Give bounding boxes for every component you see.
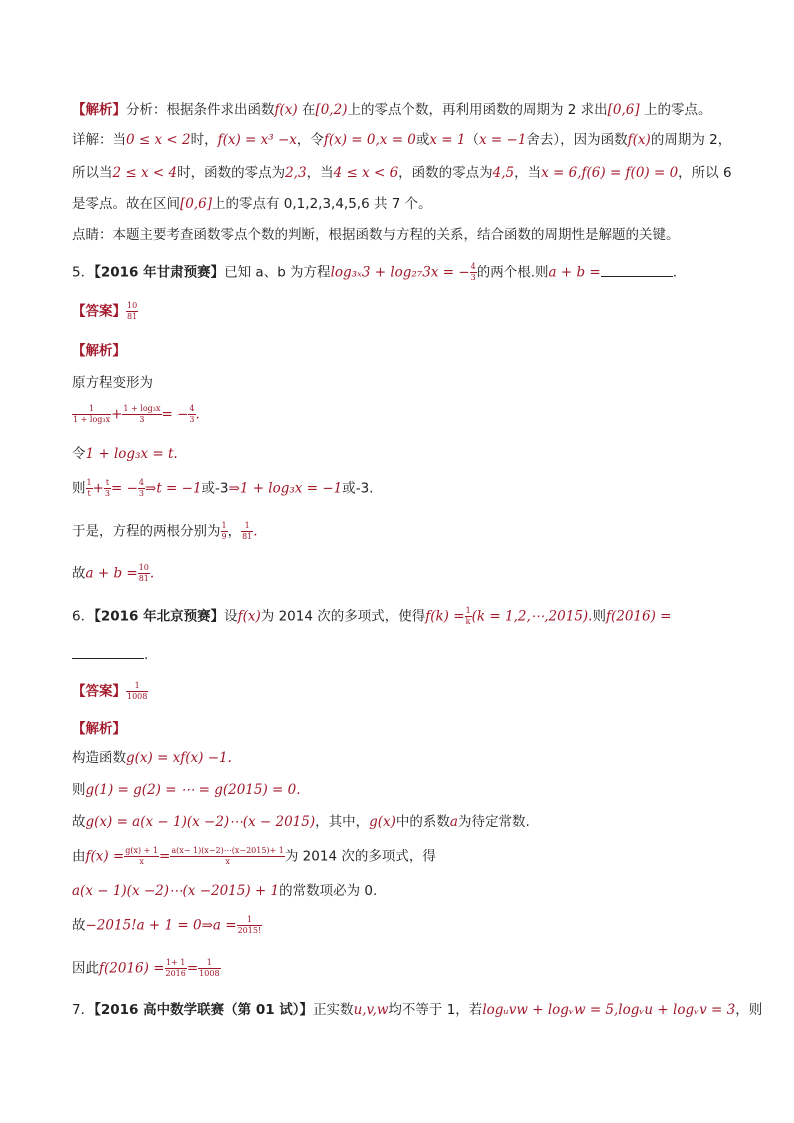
p6-step-2: 则g(1) = g(2) = ⋯ = g(2015) = 0. bbox=[72, 782, 301, 798]
problem-number: 6． bbox=[72, 608, 95, 625]
p4-line-4: 是零点。故在区间[0,6]上的零点有 0,1,2,3,4,5,6 共 7 个。 bbox=[72, 196, 432, 212]
problem-7-question: 7．【2016 高中数学联赛（第 01 试）】正实数u,v,w均不等于 1，若logᵤvw + logᵥw = 5,logᵥu + logᵥv = 3，则 bbox=[72, 1002, 763, 1018]
problem-source: 【2016 高中数学联赛（第 01 试）】 bbox=[94, 1002, 314, 1018]
problem-6-solution-tag: 【解析】 bbox=[72, 721, 126, 737]
p4-line-2: 详解：当0 ≤ x < 2时，f(x) = x³ −x，令f(x) = 0,x = 0或x = 1（x = −1舍去），因为函数f(x)的周期为 2， bbox=[72, 132, 732, 148]
p4-line-1: 【解析】分析：根据条件求出函数f(x) 在[0,2)上的零点个数，再利用函数的周期为 2 求出[0,6] 上的零点。 bbox=[72, 102, 712, 118]
problem-5-solution-tag: 【解析】 bbox=[72, 343, 126, 359]
problem-6-answer bbox=[72, 681, 148, 702]
answer-fraction: $\frac{10}{81}$ bbox=[127, 301, 138, 321]
problem-source: 【2016 年北京预赛】 bbox=[94, 608, 225, 625]
p5-step-1: 原方程变形为 bbox=[72, 375, 153, 391]
analysis-tag: 【解析】 bbox=[72, 102, 126, 118]
fraction: $\frac{4}{3}$ bbox=[470, 262, 476, 282]
answer-tag: 【答案】 bbox=[72, 683, 126, 700]
p6-step-1: 构造函数g(x) = xf(x) −1. bbox=[72, 750, 232, 766]
p6-step-4: 由f(x) = $\frac{g(x) + 1}{x}$ = $\frac{a(x- 1)(x-2)\cdots(x-2015)+ 1}{x}$ 为 2014 次的多项式，得 bbox=[72, 846, 436, 866]
p4-line-3: 所以当2 ≤ x < 4时，函数的零点为2,3，当4 ≤ x < 6，函数的零点为4,5，当x = 6,f(6) = f(0) = 0，所以 6 bbox=[72, 165, 732, 181]
p6-step-3: 故g(x) = a(x − 1)(x −2)⋯(x − 2015)，其中，g(x)中的系数a为待定常数. bbox=[72, 814, 530, 830]
problem-5-answer bbox=[72, 301, 138, 322]
answer-blank bbox=[72, 646, 144, 659]
answer-blank bbox=[601, 264, 673, 277]
p6-step-5: a(x − 1)(x −2)⋯(x −2015) + 1的常数项必为 0. bbox=[72, 883, 378, 899]
problem-5-question: 5．【2016 年甘肃预赛】已知 a、b 为方程log₃ₓ3 + log₂₇3x = − $\frac{4}{3}$ 的两个根.则a + b = . bbox=[72, 262, 678, 282]
problem-6-blank-line: . bbox=[72, 645, 148, 665]
p4-comment: 点睛：本题主要考查函数零点个数的判断，根据函数与方程的关系，结合函数的周期性是解题的关键。 bbox=[72, 227, 680, 243]
problem-source: 【2016 年甘肃预赛】 bbox=[94, 264, 225, 281]
p5-step-6: 故a + b = $\frac{10}{81}$ . bbox=[72, 563, 155, 583]
problem-number: 5． bbox=[72, 264, 95, 281]
p5-step-4: 则 $\frac{1}{t}$ + $\frac{t}{3}$ = − $\frac{4}{3}$ ⇒t = −1或-3⇒1 + log₃x = −1或-3. bbox=[72, 478, 374, 498]
answer-fraction: $\frac{1}{1008}$ bbox=[127, 681, 148, 701]
p6-step-7: 因此f(2016) = $\frac{1+ 1}{2016}$ = $\frac{1}{1008}$ bbox=[72, 958, 220, 978]
p5-step-3: 令1 + log₃x = t. bbox=[72, 446, 178, 462]
problem-number: 7． bbox=[72, 1002, 95, 1018]
p5-step-5: 于是，方程的两根分别为 $\frac{1}{9}$ ， $\frac{1}{81}$ . bbox=[72, 521, 258, 541]
problem-6-question: 6．【2016 年北京预赛】设f(x)为 2014 次的多项式，使得f(k) = $\frac{1}{k}$ (k = 1,2,⋯,2015).则f(2016) = bbox=[72, 606, 672, 626]
p6-step-6: 故−2015!a + 1 = 0⇒a = $\frac{1}{2015!}$ bbox=[72, 915, 262, 935]
answer-tag: 【答案】 bbox=[72, 303, 126, 320]
p5-step-2: $\frac{1}{\text{1 + log₃x}}$ + $\frac{\text{1 + log₃x}}{3}$ = − $\frac{4}{3}$ . bbox=[73, 404, 200, 424]
